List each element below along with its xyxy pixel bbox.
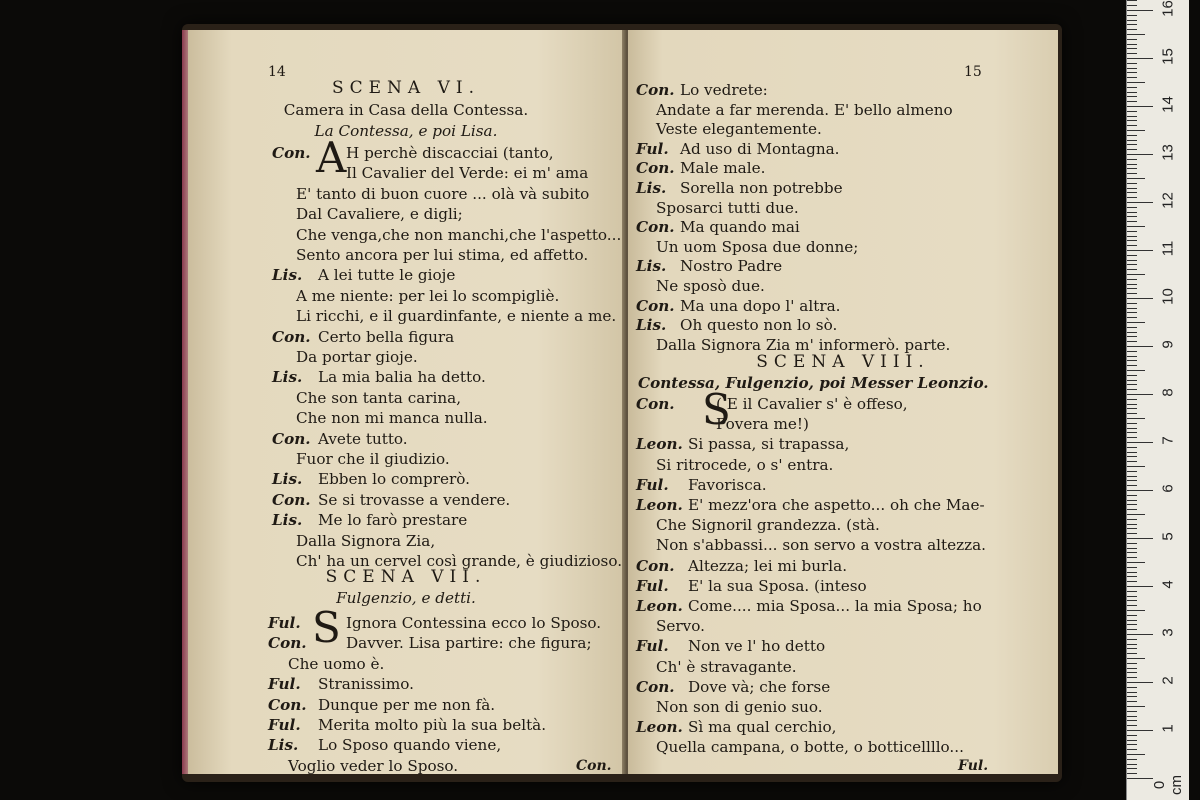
ruler-tick (1127, 500, 1137, 501)
dialogue-line: Fuor che il giudizio. (296, 450, 450, 468)
dialogue-line: Favorisca. (688, 475, 767, 494)
ruler-tick (1127, 663, 1137, 664)
ruler-tick (1127, 696, 1137, 697)
catchword-right: Ful. (958, 758, 989, 774)
speaker-label: Con. (636, 159, 675, 178)
dialogue-line: Voglio veder lo Sposo. (288, 756, 459, 774)
ruler-label: 11 (1159, 240, 1177, 257)
ruler-tick (1127, 58, 1153, 59)
ruler-label: 13 (1159, 144, 1177, 161)
ruler-tick (1127, 428, 1137, 429)
dialogue-line: Lo vedrete: (680, 81, 768, 99)
dialogue-line: Ch' è stravagante. (656, 657, 797, 676)
speaker-label: Con. (636, 81, 675, 99)
ruler-tick (1127, 72, 1137, 73)
ruler-tick (1127, 192, 1137, 193)
ruler-tick (1127, 346, 1153, 347)
dialogue-line: Ma quando mai (680, 218, 800, 237)
speaker-label: Leon. (636, 496, 683, 514)
ruler-tick (1127, 0, 1137, 1)
dialogue-line: Ch' ha un cervel così grande, è giudizioso. (296, 552, 623, 570)
ruler-label: 16 (1159, 0, 1177, 17)
ruler-tick (1127, 735, 1137, 736)
ruler-tick (1127, 668, 1137, 669)
dialogue-line: Me lo farò prestare (318, 511, 468, 530)
ruler-tick (1127, 183, 1137, 184)
scene-characters-right: Contessa, Fulgenzio, poi Messer Leonzio. (638, 374, 989, 392)
ruler-tick (1127, 720, 1137, 721)
ruler-tick (1127, 10, 1153, 11)
dialogue-line: Ne sposò due. (656, 277, 765, 295)
ruler-tick (1127, 341, 1137, 342)
ruler-tick (1127, 581, 1137, 582)
ruler-tick (1127, 778, 1153, 779)
ruler-label: 3 (1159, 628, 1177, 637)
ruler-tick (1127, 687, 1137, 688)
dialogue-line: Oh questo non lo sò. (680, 316, 838, 335)
drop-cap-s: S (312, 603, 341, 652)
dialogue-line: Non ve l' ho detto (688, 637, 826, 656)
ruler-tick (1127, 586, 1153, 587)
ruler-label: 15 (1159, 48, 1177, 65)
speaker-label: Ful. (268, 614, 301, 632)
ruler-tick (1127, 168, 1137, 169)
ruler-tick (1127, 135, 1137, 136)
ruler-tick (1127, 562, 1145, 563)
ruler-tick (1127, 279, 1137, 280)
ruler-tick (1127, 327, 1137, 328)
ruler-tick (1127, 596, 1137, 597)
ruler-label: 8 (1159, 388, 1177, 397)
ruler-tick (1127, 82, 1145, 83)
ruler-tick (1127, 284, 1137, 285)
ruler-tick (1127, 351, 1137, 352)
scene-setting: Camera in Casa della Contessa. (283, 101, 529, 119)
drop-cap-s-right: S (702, 385, 731, 434)
speaker-label: Lis. (636, 257, 667, 276)
ruler-tick (1127, 389, 1137, 390)
ruler-tick (1127, 332, 1137, 333)
ruler-tick (1127, 154, 1153, 155)
ruler-tick (1127, 207, 1137, 208)
dialogue-line: Avete tutto. (318, 429, 408, 448)
speaker-label: Ful. (268, 675, 301, 694)
scene-heading: SCENA VI. (331, 78, 480, 98)
ruler-tick (1127, 255, 1137, 256)
speaker-label: Lis. (272, 511, 303, 530)
ruler-tick (1127, 53, 1137, 54)
speaker-label: Con. (268, 695, 307, 714)
speaker-label: Lis. (272, 368, 303, 387)
dialogue-line: Non s'abbassi... son servo a vostra altezza. (656, 536, 986, 555)
dialogue-line: Ad uso di Montagna. (680, 139, 840, 158)
speaker-label: Lis. (268, 736, 299, 755)
ruler-tick (1127, 692, 1137, 693)
ruler-tick (1127, 600, 1137, 601)
dialogue-line: Un uom Sposa due donne; (656, 237, 859, 256)
speaker-label: Lis. (272, 470, 303, 489)
ruler-label: 5 (1159, 532, 1177, 541)
dialogue-line: Nostro Padre (680, 257, 783, 276)
ruler-tick (1127, 15, 1137, 16)
ruler-tick (1127, 274, 1145, 275)
scene-characters-2: Fulgenzio, e detti. (336, 589, 476, 607)
ruler-tick (1127, 716, 1137, 717)
ruler-tick (1127, 620, 1137, 621)
ruler-tick (1127, 63, 1137, 64)
ruler-tick (1127, 442, 1153, 443)
dialogue-line: Li ricchi, e il guardinfante, e niente a me. (296, 307, 617, 326)
dialogue-line: Che uomo è. (288, 654, 385, 673)
ruler-tick (1127, 773, 1137, 774)
ruler-tick (1127, 202, 1153, 203)
speaker-label: Ful. (636, 576, 669, 595)
ruler-tick (1127, 653, 1137, 654)
ruler-tick (1127, 231, 1137, 232)
ruler-tick (1127, 749, 1137, 750)
speaker-label: Con. (272, 429, 311, 448)
ruler-tick (1127, 212, 1137, 213)
speaker-label: Ful. (636, 475, 669, 494)
ruler-tick (1127, 682, 1153, 683)
ruler-tick (1127, 548, 1137, 549)
ruler-tick (1127, 216, 1137, 217)
dialogue-line: Servo. (656, 617, 705, 636)
speaker-label: Lis. (636, 316, 667, 335)
speaker-label: Ful. (636, 637, 669, 656)
dialogue-line: Sposarci tutti due. (656, 198, 799, 217)
ruler-tick (1127, 740, 1137, 741)
ruler-tick (1127, 677, 1137, 678)
dialogue-line: Da portar gioje. (296, 348, 418, 366)
ruler-tick (1127, 730, 1153, 731)
ruler-tick (1127, 116, 1137, 117)
speaker-label: Con. (636, 677, 675, 696)
ruler-tick (1127, 567, 1137, 568)
ruler-tick (1127, 77, 1137, 78)
scene-characters: La Contessa, e poi Lisa. (314, 122, 498, 140)
ruler-tick (1127, 768, 1137, 769)
ruler-tick (1127, 711, 1137, 712)
ruler-tick (1127, 336, 1137, 337)
dialogue-line: Il Cavalier del Verde: ei m' ama (346, 164, 589, 183)
speaker-label: Con. (272, 144, 311, 162)
ruler-tick (1127, 610, 1145, 611)
ruler-tick (1127, 5, 1137, 6)
ruler-tick (1127, 125, 1137, 126)
ruler-tick (1127, 504, 1137, 505)
ruler-tick (1127, 308, 1137, 309)
ruler-tick (1127, 480, 1137, 481)
speaker-label: Con. (636, 556, 675, 575)
scene-heading-2: SCENA VII. (325, 567, 487, 587)
ruler-tick (1127, 701, 1137, 702)
ruler-tick (1127, 399, 1137, 400)
dialogue-line: Dal Cavaliere, e digli; (296, 205, 463, 224)
ruler-tick (1127, 101, 1137, 102)
scene-heading-right: SCENA VIII. (756, 352, 930, 372)
ruler-tick (1127, 528, 1137, 529)
dialogue-line: ( E il Cavalier s' è offeso, (716, 395, 908, 413)
ruler-tick (1127, 226, 1145, 227)
ruler-tick (1127, 39, 1137, 40)
ruler-tick (1127, 264, 1137, 265)
speaker-label: Leon. (636, 435, 683, 454)
dialogue-line: Sì ma qual cerchio, (688, 718, 837, 737)
ruler-tick (1127, 404, 1137, 405)
dialogue-line: Se si trovasse a vendere. (318, 490, 511, 509)
ruler-tick (1127, 245, 1137, 246)
page-number-right: 15 (964, 64, 982, 80)
ruler-tick (1127, 648, 1137, 649)
ruler-tick (1127, 130, 1145, 131)
ruler-tick (1127, 672, 1137, 673)
speaker-label: Con. (272, 327, 311, 346)
ruler-tick (1127, 140, 1137, 141)
ruler-tick (1127, 120, 1137, 121)
ruler-tick (1127, 236, 1137, 237)
catchword-left: Con. (576, 758, 612, 774)
ruler-tick (1127, 178, 1145, 179)
ruler-tick (1127, 360, 1137, 361)
speaker-label: Con. (272, 490, 311, 509)
ruler-tick (1127, 572, 1137, 573)
speaker-label: Lis. (636, 179, 667, 197)
ruler-label: 10 (1159, 288, 1177, 305)
ruler-tick (1127, 356, 1137, 357)
ruler-tick (1127, 96, 1137, 97)
speaker-label: Con. (636, 395, 675, 413)
page-number-left: 14 (268, 64, 286, 80)
ruler-label: 1 (1159, 724, 1177, 733)
ruler-tick (1127, 269, 1137, 270)
left-page (188, 30, 625, 774)
ruler-tick (1127, 615, 1137, 616)
ruler-tick (1127, 317, 1137, 318)
ruler-tick (1127, 471, 1137, 472)
ruler-tick (1127, 764, 1137, 765)
dialogue-line: Che venga,che non manchi,che l'aspetto... (296, 225, 622, 244)
ruler-tick (1127, 68, 1137, 69)
ruler-tick (1127, 240, 1137, 241)
dialogue-line: Andate a far merenda. E' bello almeno (656, 100, 953, 119)
ruler-tick (1127, 519, 1137, 520)
dialogue-line: E' tanto di buon cuore ... olà và subito (296, 184, 590, 203)
ruler-tick (1127, 365, 1137, 366)
dialogue-line: Stranissimo. (318, 675, 415, 694)
ruler-tick (1127, 524, 1137, 525)
ruler-tick (1127, 576, 1137, 577)
dialogue-line: Lo Sposo quando viene, (318, 736, 502, 755)
ruler-tick (1127, 159, 1137, 160)
ruler-tick (1127, 437, 1137, 438)
ruler-tick (1127, 423, 1137, 424)
ruler-tick (1127, 754, 1145, 755)
ruler-tick (1127, 288, 1137, 289)
dialogue-line: Che Signoril grandezza. (stà. (656, 516, 880, 535)
ruler-tick (1127, 221, 1137, 222)
ruler-tick (1127, 432, 1137, 433)
dialogue-line: Non son di genio suo. (656, 698, 823, 716)
ruler-tick (1127, 706, 1145, 707)
ruler-tick (1127, 144, 1137, 145)
ruler-tick (1127, 591, 1137, 592)
ruler-tick (1127, 495, 1137, 496)
dialogue-line: Altezza; lei mi burla. (688, 556, 848, 575)
ruler-tick (1127, 375, 1137, 376)
right-page (628, 30, 1058, 774)
ruler-tick (1127, 538, 1153, 539)
ruler-tick (1127, 380, 1137, 381)
ruler-tick (1127, 533, 1137, 534)
dialogue-line: Ignora Contessina ecco lo Sposo. (346, 614, 602, 632)
ruler-tick (1127, 413, 1137, 414)
ruler-tick (1127, 624, 1137, 625)
ruler-label: 6 (1159, 484, 1177, 493)
ruler-tick (1127, 164, 1137, 165)
ruler-tick (1127, 418, 1145, 419)
dialogue-line: Sento ancora per lui stima, ed affetto. (296, 246, 589, 264)
dialogue-line: E' mezz'ora che aspetto... oh che Mae- (688, 496, 985, 514)
ruler-tick (1127, 197, 1137, 198)
dialogue-line: A me niente: per lei lo scompigliè. (296, 286, 560, 305)
ruler-tick (1127, 260, 1137, 261)
ruler-tick (1127, 111, 1137, 112)
dialogue-line: H perchè discacciai (tanto, (346, 144, 554, 162)
ruler-tick (1127, 725, 1137, 726)
ruler-tick (1127, 298, 1153, 299)
ruler-tick (1127, 466, 1145, 467)
dialogue-line: Ebben lo comprerò. (318, 470, 470, 489)
ruler-tick (1127, 456, 1137, 457)
ruler-tick (1127, 303, 1137, 304)
ruler-tick (1127, 543, 1137, 544)
ruler-tick (1127, 605, 1137, 606)
ruler-tick (1127, 48, 1137, 49)
speaker-label: Leon. (636, 597, 683, 615)
dialogue-line: Che son tanta carina, (296, 388, 462, 407)
dialogue-line: Dalla Signora Zia, (296, 531, 436, 550)
dialogue-line: Quella campana, o botte, o botticellllo... (656, 738, 964, 757)
dialogue-line: Ma una dopo l' altra. (680, 296, 841, 315)
ruler-tick (1127, 29, 1137, 30)
dialogue-line: Come.... mia Sposa... la mia Sposa; ho (688, 597, 982, 615)
ruler-tick (1127, 149, 1137, 150)
ruler-label: 4 (1159, 580, 1177, 589)
measurement-ruler (1126, 0, 1189, 800)
ruler-tick (1127, 408, 1137, 409)
dialogue-line: Davver. Lisa partire: che figura; (346, 634, 592, 653)
ruler-tick (1127, 509, 1137, 510)
ruler-tick (1127, 485, 1137, 486)
ruler-tick (1127, 188, 1137, 189)
dialogue-line: Certo bella figura (318, 327, 455, 346)
ruler-tick (1127, 744, 1137, 745)
ruler-tick (1127, 106, 1153, 107)
speaker-label: Lis. (272, 266, 303, 285)
dialogue-line: Veste elegantemente. (656, 120, 822, 139)
dialogue-line: A lei tutte le gioje (318, 266, 456, 285)
ruler-tick (1127, 394, 1153, 395)
ruler-tick (1127, 759, 1137, 760)
ruler-tick (1127, 557, 1137, 558)
drop-cap-a: A (316, 133, 347, 182)
dialogue-line: Dalla Signora Zia m' informerò. parte. (656, 335, 951, 354)
ruler-tick (1127, 514, 1145, 515)
ruler-label: 0 cm (1151, 775, 1185, 795)
ruler-tick (1127, 384, 1137, 385)
ruler-tick (1127, 447, 1137, 448)
ruler-label: 14 (1159, 96, 1177, 113)
speaker-label: Ful. (268, 716, 301, 734)
dialogue-line: Dunque per me non fà. (318, 695, 496, 714)
ruler-label: 9 (1159, 340, 1177, 349)
ruler-tick (1127, 173, 1137, 174)
ruler-tick (1127, 312, 1137, 313)
ruler-tick (1127, 44, 1137, 45)
ruler-tick (1127, 629, 1137, 630)
dialogue-line: Si ritrocede, o s' entra. (656, 455, 834, 474)
ruler-tick (1127, 34, 1145, 35)
ruler-tick (1127, 322, 1145, 323)
ruler-tick (1127, 20, 1137, 21)
ruler-tick (1127, 552, 1137, 553)
speaker-label: Con. (636, 218, 675, 237)
ruler-tick (1127, 87, 1137, 88)
dialogue-line: Si passa, si trapassa, (688, 435, 850, 454)
dialogue-line: E' la sua Sposa. (inteso (688, 576, 867, 595)
ruler-label: 12 (1159, 192, 1177, 209)
speaker-label: Ful. (636, 139, 669, 158)
ruler-tick (1127, 92, 1137, 93)
ruler-tick (1127, 658, 1145, 659)
dialogue-line: Sorella non potrebbe (680, 179, 843, 197)
speaker-label: Con. (636, 296, 675, 315)
dialogue-line: La mia balia ha detto. (318, 368, 486, 387)
ruler-tick (1127, 452, 1137, 453)
ruler-tick (1127, 634, 1153, 635)
ruler-tick (1127, 24, 1137, 25)
ruler-tick (1127, 461, 1137, 462)
speaker-label: Leon. (636, 718, 683, 737)
ruler-tick (1127, 370, 1145, 371)
speaker-label: Con. (268, 634, 307, 653)
ruler-label: 2 (1159, 676, 1177, 685)
ruler-tick (1127, 639, 1137, 640)
ruler-label: 7 (1159, 436, 1177, 445)
dialogue-line: Dove và; che forse (688, 677, 831, 696)
ruler-tick (1127, 644, 1137, 645)
ruler-tick (1127, 490, 1153, 491)
dialogue-line: Male male. (680, 159, 766, 178)
dialogue-line: Che non mi manca nulla. (296, 409, 488, 428)
dialogue-line: Merita molto più la sua beltà. (318, 716, 547, 734)
dialogue-line: Povera me!) (716, 415, 809, 434)
ruler-tick (1127, 476, 1137, 477)
ruler-tick (1127, 250, 1153, 251)
ruler-tick (1127, 293, 1137, 294)
